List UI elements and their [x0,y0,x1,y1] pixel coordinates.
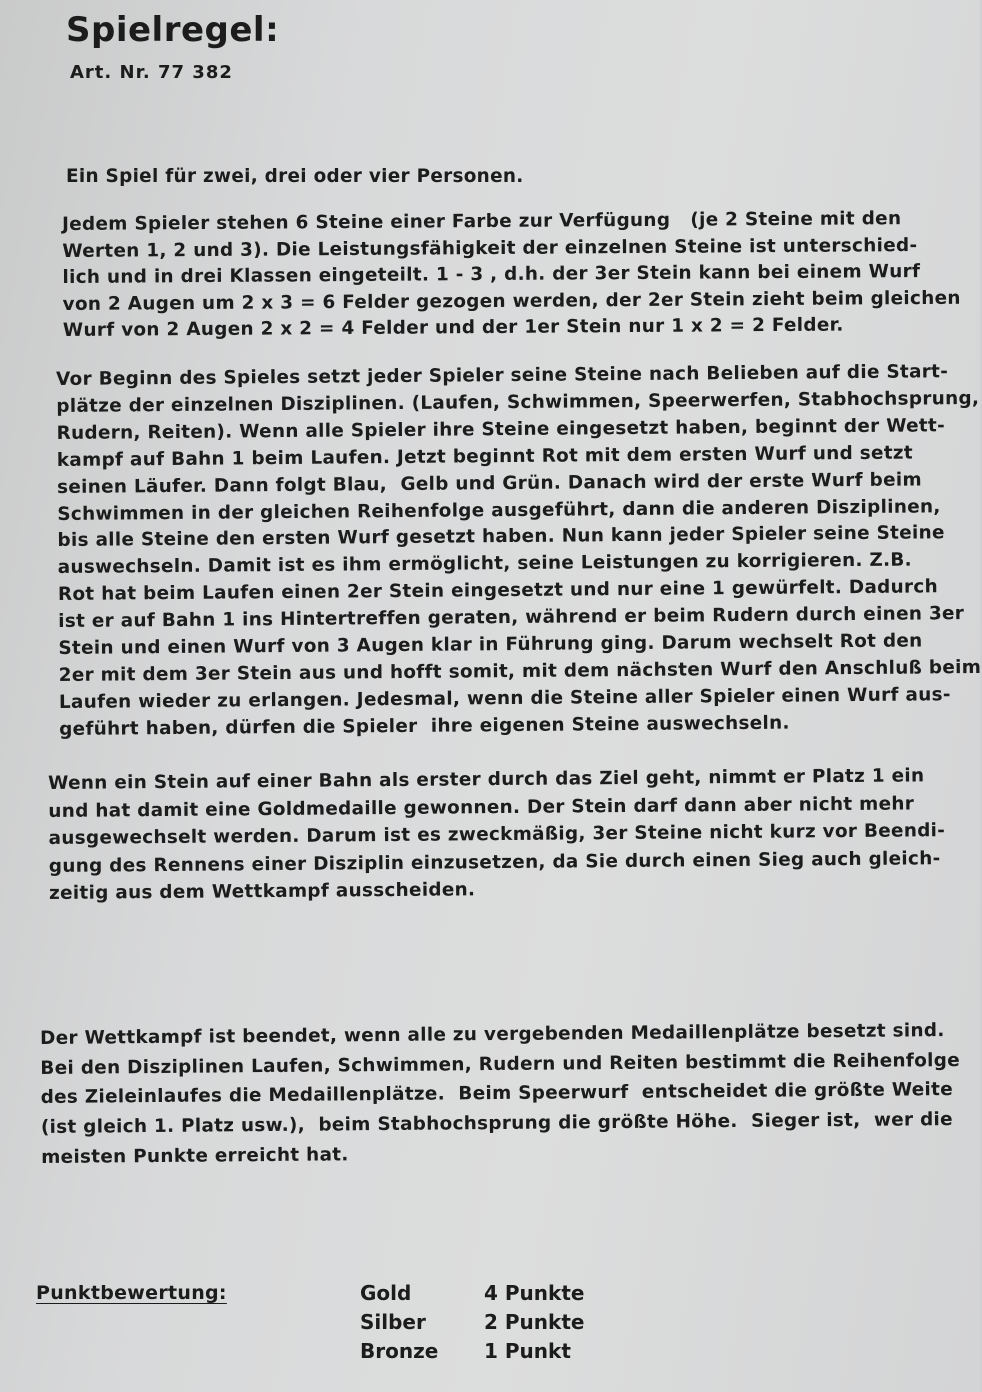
paragraph-finish: Wenn ein Stein auf einer Bahn als erster durch das Ziel geht, nimmt er Platz 1 ein und hat damit eine Goldmedaille gewonnen. Der Stein darf dann aber nicht mehr ausgewechselt werden. Darum ist es zweckmäßig, 3er Steine nicht kurz vor Beendi- gung des Rennens einer Disziplin einzusetzen, da Sie durch einen Sieg auch gleich- zeitig aus dem Wettkampf ausscheiden. [48,765,946,905]
medal-name: Bronze [360,1338,439,1363]
page-title: Spielregel: [66,10,280,50]
intro-text: Ein Spiel für zwei, drei oder vier Personen. [66,166,524,187]
scoring-table [360,1278,584,1365]
score-row-gold [360,1278,584,1307]
score-row-silver [360,1307,584,1336]
medal-points: 4 Punkte [484,1280,585,1305]
paragraph-start: Vor Beginn des Spieles setzt jeder Spieler seine Steine nach Belieben auf die Start- plätze der einzelnen Disziplinen. (Laufen, Schwimmen, Speerwerfen, Stabhochsprung, Rudern, Reiten). Wenn alle Spieler ihre Steine eingesetzt haben, beginnt der Wett- kampf auf Bahn 1 beim Laufen. Jetzt beginnt Rot mit dem ersten Wurf und setzt seinen Läufer. Dann folgt Blau, Gelb und Grün. Danach wird der erste Wurf beim Schwimmen in der gleichen Reihenfolge ausgeführt, dann die anderen Disziplinen, bis alle Steine den ersten Wurf gesetzt haben. Nun kann jeder Spieler seine Steine auswechseln. Damit ist es ihm ermöglicht, seine Leistungen zu korrigieren. Z.B. Rot hat beim Laufen einen 2er Stein eingesetzt und nur eine 1 gewürfelt. Dadurch ist er auf Bahn 1 ins Hintertreffen geraten, während er beim Rudern durch einen 3er Stein und einen Wurf von 3 Augen klar in Führung ging. Darum wechselt Rot den 2er mit dem 3er Stein aus und hofft somit, mit dem nächsten Wurf den Anschluß beim Laufen wieder zu erlangen. Jedesmal, wenn die Steine aller Spieler einen Wurf aus- geführt haben, dürfen die Spieler ihre eigenen Steine auswechseln. [56,361,982,740]
medal-name: Gold [360,1280,412,1305]
medal-points: 1 Punkt [484,1338,571,1363]
medal-points: 2 Punkte [484,1309,585,1334]
paragraph-end: Der Wettkampf ist beendet, wenn alle zu vergebenden Medaillenplätze besetzt sind. Bei den Disziplinen Laufen, Schwimmen, Rudern und Reiten bestimmt die Reihenfolge des Zieleinlaufes die Medaillenplätze. Beim Speerwurf entscheidet die größte Weite (ist gleich 1. Platz usw.), beim Stabhochsprung die größte Höhe. Sieger ist, wer die meisten Punkte erreicht hat. [40,1020,961,1168]
scoring-label: Punktbewertung: [36,1282,227,1304]
score-row-bronze [360,1336,584,1365]
medal-name: Silber [360,1309,426,1334]
article-number: Art. Nr. 77 382 [70,62,233,83]
paragraph-stones: Jedem Spieler stehen 6 Steine einer Farbe zur Verfügung (je 2 Steine mit den Werten 1, 2 und 3). Die Leistungsfähigkeit der einzelnen Steine ist unterschied- lich und in drei Klassen eingeteilt. 1 - 3 , d.h. der 3er Stein kann bei einem Wurf von 2 Augen um 2 x 3 = 6 Felder gezogen werden, der 2er Stein zieht beim gleichen Wurf von 2 Augen 2 x 2 = 4 Felder und der 1er Stein nur 1 x 2 = 2 Felder. [62,208,961,341]
